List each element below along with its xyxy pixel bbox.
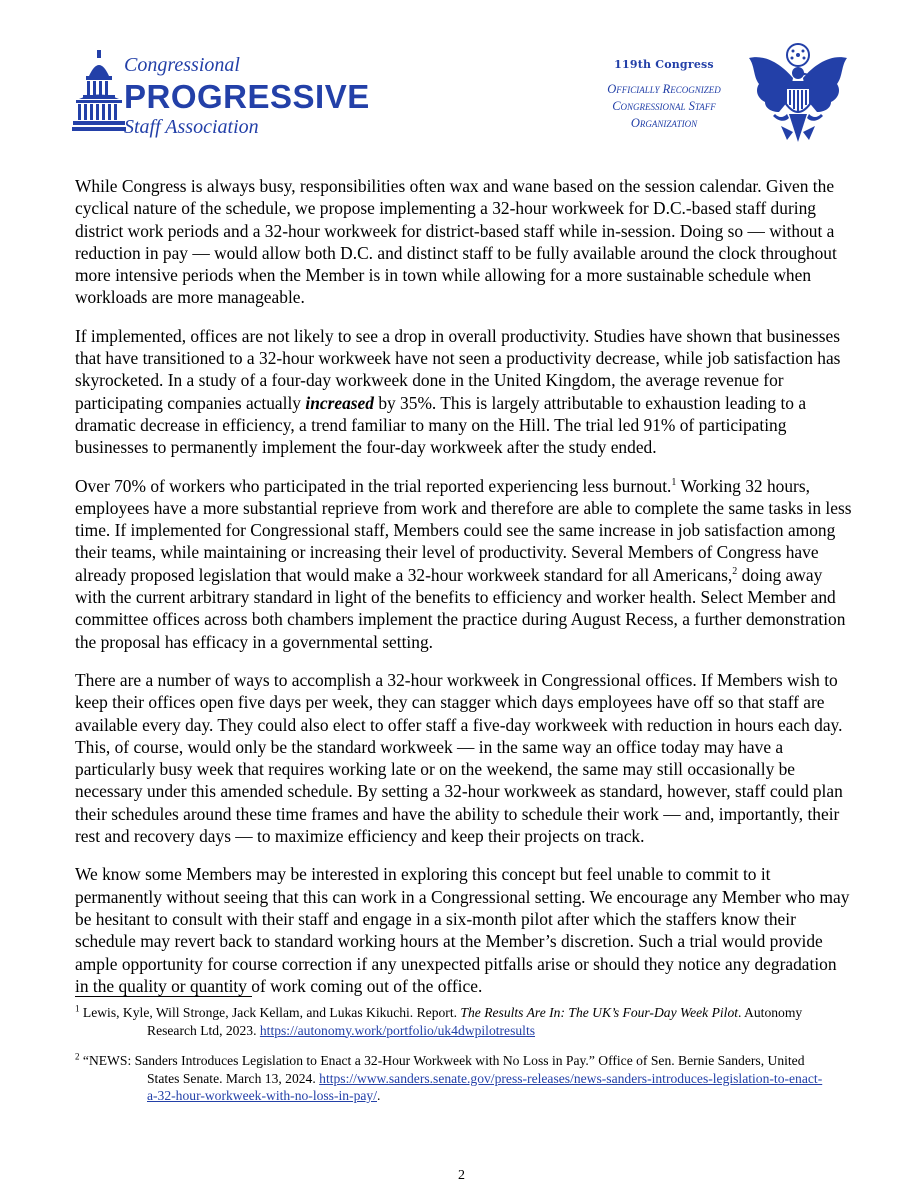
paragraph-2 <box>75 325 853 459</box>
logo-line-progressive: PROGRESSIVE <box>124 78 370 115</box>
footnote-text: Lewis, Kyle, Will Stronge, Jack Kellam, and Lukas Kikuchi. Report. <box>82 1005 461 1020</box>
recognition-line-1: Officially Recognized <box>607 82 721 96</box>
paragraph-1: While Congress is always busy, responsibilities often wax and wane based on the session calendar. Given the cyclical nature of the schedule, we propose implementing a 32-hour workweek for D.C.-based staff during district work periods and a 32-hour workweek for district-based staff while in-session. Doing so — without a reduction in pay — would allow both D.C. and distinct staff to be fully available around the clock throughout more intensive periods when the Member is in town while allowing for a more sustainable schedule when workloads are more manageable. <box>75 176 837 308</box>
footnotes <box>75 1004 825 1118</box>
footnote-ref-2[interactable]: 2 <box>732 565 738 577</box>
recognition-line-3: Organization <box>630 116 698 130</box>
emphasis-increased: increased <box>305 392 374 413</box>
footnote-link[interactable]: https://autonomy.work/portfolio/uk4dwpilotresults <box>259 1022 536 1038</box>
recognition-line-2: Congressional Staff <box>612 99 716 113</box>
footnote-text: . Autonomy Research Ltd, 2023. <box>147 1005 803 1038</box>
footnote-number: 1 <box>75 1003 80 1014</box>
paragraph-4: There are a number of ways to accomplish a 32-hour workweek in Congressional offices. If Members wish to keep their offices open five days per week, they can stagger which days employees have off so that staff are available every day. They could also elect to offer staff a five-day workweek with reduction in hours each day. This, of course, would only be the standard workweek — in the same way an office today may have a particularly busy week that requires working late or on the weekend, the same may still occasionally be necessary under this amended schedule. By setting a 32-hour workweek as standard, however, staff could plan their schedules around these time frames and have the ability to schedule their work — and, importantly, their rest and recovery days — to maximize efficiency and keep their projects on track. <box>75 669 843 847</box>
letter-body <box>75 175 853 1013</box>
paragraph-3-end: doing away with the current arbitrary standard in light of the benefits to efficiency and worker health. Select Member and committee offices across both chambers implement the practice during August Recess, a further demonstration the proposal has efficacy in a governmental setting. <box>75 564 846 652</box>
page-number: 2 <box>458 1168 465 1183</box>
eagle-seal-icon <box>743 42 853 148</box>
paragraph-3-middle: Working 32 hours, employees have a more substantial reprieve from work and therefore are able to complete the same tasks in less time. If implemented for Congressional staff, Members could see the same increase in job satisfaction among their teams, while maintaining or increasing their level of productivity. Several Members of Congress have already proposed legislation that would make a 32-hour workweek standard for all Americans, <box>75 475 852 585</box>
footnote-text: “NEWS: Sanders Introduces Legislation to Enact a 32-Hour Workweek with No Loss in Pay.” Office of Sen. Bernie Sanders, United States Senate. March 13, 2024. <box>82 1053 805 1086</box>
paragraph-2-start: If implemented, offices are not likely to see a drop in overall productivity. Studies have shown that businesses that have transitioned to a 32-hour workweek have not seen a productivity decrease, while job satisfaction has skyrocketed. In a study of a four-day workweek done in the United Kingdom, the average revenue for participating companies actually <box>75 325 841 413</box>
recognition-block <box>598 58 730 132</box>
footnote-2 <box>75 1052 825 1105</box>
capitol-dome-icon <box>72 50 126 132</box>
footnote-link[interactable]: https://www.sanders.senate.gov/press-releases/news-sanders-introduces-legislation-to-enact-a-32-hour-workweek-with-no-loss-in-pay/ <box>147 1070 823 1103</box>
logo-line-staff-association: Staff Association <box>124 116 259 138</box>
footnote-divider <box>75 996 252 997</box>
cpsa-logo <box>72 44 370 140</box>
paragraph-5: We know some Members may be interested in exploring this concept but feel unable to commit to it permanently without seeing that this can work in a Congressional setting. We encourage any Member who may be hesitant to consult with their staff and engage in a six-month pilot after which the staffers know their schedule may revert back to standard working hours at the Member’s discretion. Such a trial would provide ample opportunity for course correction if any unexpected pitfalls arise or should they notice any degradation in the quality or quantity of work coming out of the office. <box>75 864 850 996</box>
paragraph-2-end: by 35%. This is largely attributable to exhaustion leading to a dramatic decrease in efficiency, a trend familiar to many on the Hill. The trial led 91% of participating businesses to permanently implement the four-day workweek after the study ended. <box>75 392 807 458</box>
footnote-number: 2 <box>75 1051 80 1062</box>
footnote-title: The Results Are In: The UK’s Four-Day Week Pilot <box>460 1005 739 1020</box>
footnote-1 <box>75 1004 825 1039</box>
paragraph-3 <box>75 475 853 653</box>
paragraph-3-start: Over 70% of workers who participated in the trial reported experiencing less burnout. <box>75 475 672 496</box>
footnote-ref-1[interactable]: 1 <box>671 476 677 488</box>
logo-line-congressional: Congressional <box>124 54 240 76</box>
congress-label: 119th Congress <box>614 58 714 71</box>
footnote-text: . <box>377 1088 381 1103</box>
